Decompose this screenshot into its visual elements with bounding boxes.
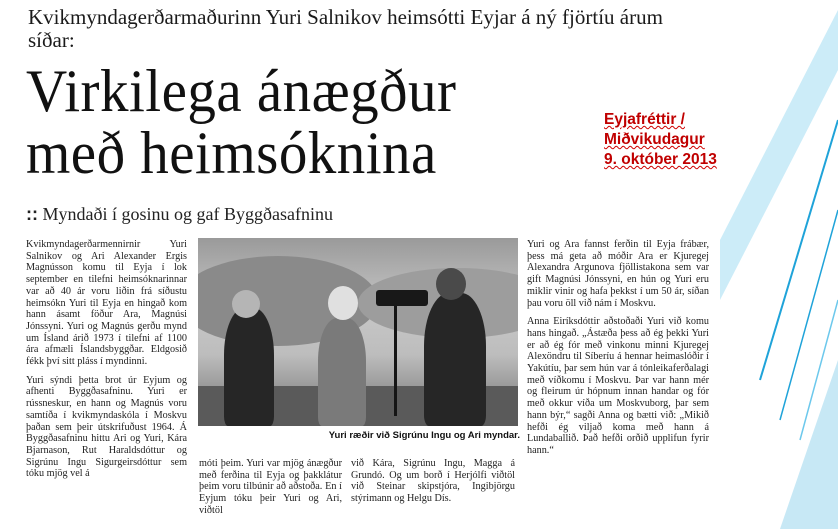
- article-photo: [198, 238, 518, 426]
- source-annotation: [604, 110, 718, 170]
- article-lead: Kvikmyndagerðarmaðurinn Yuri Salnikov heimsótti Eyjar á ný fjörtíu árum síðar:: [28, 5, 663, 52]
- decorative-stripes: [720, 0, 838, 529]
- subheading-text: Myndaði í gosinu og gaf Byggðasafninu: [42, 204, 333, 224]
- photo-person-head: [436, 268, 466, 300]
- article-subheading: [26, 204, 333, 225]
- subheading-marker: ::: [26, 204, 38, 224]
- article-column-3: [527, 239, 709, 464]
- paragraph: Yuri og Ara fannst ferðin til Eyja frábær, þess má geta að móðir Ara er Kjuregej Alexandra Argunova fjöllistakona sem var gift Magnúsi Jónssyni, en hún og Yuri eru miklir vinir og hafa þekkst í um 50 ár, síðan þau voru öll við nám í Moskvu.: [527, 239, 709, 309]
- paragraph: Anna Eiríksdóttir aðstoðaði Yuri við komu hans hingað. „Ástæða þess að ég þekki Yuri er að ég fór með vinkonu minni Kjuregej Alexöndru til Síberíu á hennar heimaslóðir í Yakútíu, þar sem hún var á tónleikaferðalagi með víðkomu í Moskvu. Þar var hann mér og fleirum úr hópnum innan handar og fór með okkur víða um Moskvuborg, þar sem hann býr,“ sagði Anna og bætti við: „Mikið hefði ég viljað koma með hann á Lundaballið. Það hefði orðið upplifun fyrir hann.“: [527, 316, 709, 456]
- photo-person-head: [232, 290, 260, 318]
- article-column-1: [26, 239, 187, 487]
- photo-person-head: [328, 286, 358, 320]
- article-headline: [26, 60, 456, 184]
- headline-line-2: með heimsóknina: [26, 120, 437, 186]
- photo-caption: Yuri ræðir við Sigrúnu Ingu og Ari myndar.: [328, 430, 520, 441]
- photo-person-man: [318, 318, 366, 426]
- decorative-stripes-graphic: [720, 0, 838, 529]
- headline-line-1: Virkilega ánægður: [26, 58, 457, 124]
- stripe-light: [720, 10, 838, 300]
- source-publication: Eyjafréttir / Miðvikudagur: [604, 111, 705, 148]
- paragraph: Kvikmyndagerðarmennirnir Yuri Salnikov og Ari Alexander Ergis Magnússon komu til Eyja í lok september en tilefni heimsóknarinnar var að 40 ár voru liðin frá síðustu heimsókn Yuri til Eyja en hingað kom hann ásamt föður Ara, Magnúsi Jónssyni. Yuri og Magnús gerðu mynd um Ísland árið 1973 í tilefni af 1100 ára afmæli Íslandsbyggðar. Eldgosið fékk því sitt pláss í myndinni.: [26, 239, 187, 368]
- article-column-2a: móti þeim. Yuri var mjög ánægður með ferðina til Eyja og þakklátur þeim voru tilbúnir að aðstoða. En í Eyjum tóku þeir Yuri og Ari, viðtöl: [199, 458, 342, 516]
- photo-tripod: [394, 306, 397, 416]
- photo-person-cameraman: [424, 293, 486, 426]
- stripe-corner: [780, 360, 838, 529]
- photo-camera: [376, 290, 428, 306]
- article-column-2b: við Kára, Sigrúnu Ingu, Magga á Grundó. Og um borð í Herjólfi viðtöl við Steinar skipstjóra, Ingibjörgu stýrimann og Helgu Dís.: [351, 458, 515, 505]
- photo-person-woman: [224, 308, 274, 426]
- source-date: 9. október 2013: [604, 151, 717, 168]
- paragraph: Yuri sýndi þetta brot úr Eyjum og afhenti Byggðasafninu. Yuri er rússneskur, en hann og Magnús voru samtíða í kvikmyndaskóla í Moskvu þaðan sem þeir útskrifuðust 1964. Á Byggðasafninu hittu Ari og Yuri, Kára Bjarnason, Rut Haraldsdóttur og Sigrúnu Ingu Sigurgeirsdóttur sem tóku mjög vel á: [26, 374, 187, 480]
